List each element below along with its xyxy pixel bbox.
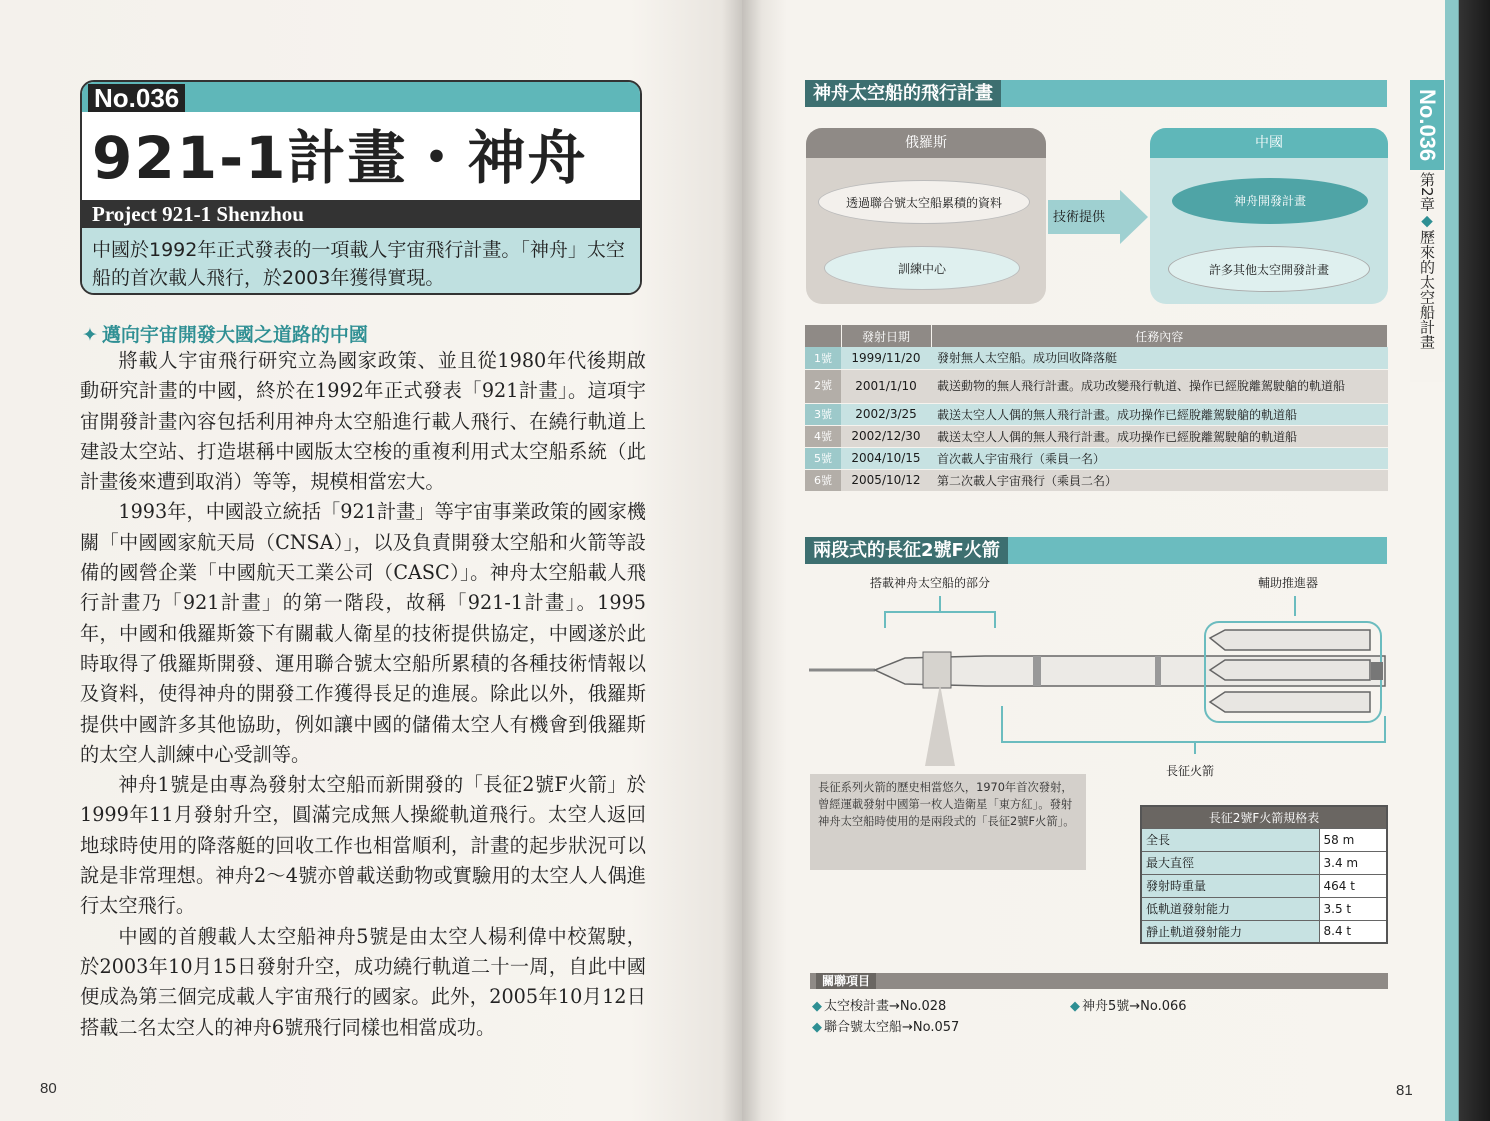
- table-row: [1141, 828, 1387, 851]
- china-label: 中國: [1150, 128, 1388, 158]
- section-header-rocket: 兩段式的長征2號F火箭: [805, 537, 1387, 564]
- russia-item-data: 透過聯合號太空船累積的資料: [818, 180, 1030, 224]
- spec-table-title: 長征2號F火箭規格表: [1141, 806, 1387, 828]
- paragraph: 1993年，中國設立統括「921計畫」等宇宙事業政策的國家機關「中國國家航天局（CNSA）」，以及負責開發太空船和火箭等設備的國營企業「中國航天工業公司（CASC）」。神舟太空船載人飛行計畫乃「921計畫」的第一階段，故稱「921-1計畫」。1995年，中國和俄羅斯簽下有關載人衛星的技術提供協定，中國遂於此時取得了俄羅斯開發、運用聯合號太空船所累積的各種技術情報以及資料，使得神舟的開發工作獲得長足的進展。除此以外，俄羅斯提供中國許多其他協助，例如讓中國的儲備太空人有機會到俄羅斯的太空人訓練中心受訓等。: [80, 500, 646, 766]
- rocket-label: 長征火箭: [1166, 764, 1215, 778]
- english-title: Project 921-1 Shenzhou: [82, 200, 640, 228]
- cell-mission: 載送太空人人偶的無人飛行計畫。成功操作已經脫離駕駛艙的軌道船: [931, 425, 1388, 447]
- spec-key: 發射時重量: [1141, 874, 1319, 897]
- summary-text: 中國於1992年正式發表的一項載人宇宙飛行計畫。「神舟」太空船的首次載人飛行，於2003年獲得實現。: [82, 228, 640, 295]
- rocket-note: 長征系列火箭的歷史相當悠久，1970年首次發射，曾經運載發射中國第一枚人造衛星「東方紅」。發射神舟太空船時使用的是兩段式的「長征2號F火箭」。: [810, 774, 1086, 870]
- table-row: [1141, 897, 1387, 920]
- left-page: [0, 0, 742, 1121]
- cell-mission: 載送動物的無人飛行計畫。成功改變飛行軌道、操作已經脫離駕駛艙的軌道船: [931, 369, 1388, 403]
- russia-label: 俄羅斯: [806, 128, 1046, 158]
- cell-no: 5號: [805, 447, 841, 469]
- cell-mission: 首次載人宇宙飛行（乘員一名）: [931, 447, 1388, 469]
- table-row: [1141, 874, 1387, 897]
- spine-shadow: [722, 0, 762, 1121]
- china-item-shenzhou: 神舟開發計畫: [1172, 178, 1368, 224]
- spec-value: 58 m: [1319, 828, 1387, 851]
- cell-date: 1999/11/20: [841, 347, 931, 369]
- body-text: [80, 346, 646, 1043]
- boosters-label: 輔助推進器: [1258, 576, 1319, 590]
- spec-header-row: [1141, 806, 1387, 828]
- table-row: [805, 425, 1388, 447]
- related-items-bar: [810, 973, 1388, 989]
- cell-mission: 發射無人太空船。成功回收降落艇: [931, 347, 1388, 369]
- entry-number-label: No.036: [88, 84, 185, 112]
- table-row: [805, 369, 1388, 403]
- rocket-diagram: [805, 566, 1390, 786]
- diamond-bullet-icon: ◆: [812, 1020, 822, 1035]
- spec-table: [1140, 805, 1388, 944]
- spec-key: 低軌道發射能力: [1141, 897, 1319, 920]
- flight-table: [805, 325, 1388, 492]
- table-row: [805, 403, 1388, 425]
- diamond-bullet-icon: ✦: [82, 324, 98, 346]
- cell-no: 3號: [805, 403, 841, 425]
- payload-label: 搭載神舟太空船的部分: [870, 576, 991, 590]
- cell-no: 6號: [805, 469, 841, 491]
- spec-value: 3.4 m: [1319, 851, 1387, 874]
- paragraph: 神舟1號是由專為發射太空船而新開發的「長征2號F火箭」於1999年11月發射升空，圓滿完成無人操縱軌道飛行。太空人返回地球時使用的降落艇的回收工作也相當順利，計畫的起步狀況可以說是非常理想。神舟2～4號亦曾載送動物或實驗用的太空人人偶進行太空飛行。: [80, 773, 646, 918]
- cell-date: 2004/10/15: [841, 447, 931, 469]
- spec-value: 3.5 t: [1319, 897, 1387, 920]
- spec-value: 8.4 t: [1319, 920, 1387, 943]
- china-panel: [1150, 128, 1388, 304]
- table-row: [1141, 920, 1387, 943]
- book-edge: [1445, 0, 1490, 1121]
- table-row: [805, 347, 1388, 369]
- paragraph: 將載人宇宙飛行研究立為國家政策、並且從1980年代後期啟動研究計畫的中國，終於在1992年正式發表「921計畫」。這項宇宙開發計畫內容包括利用神舟太空船進行載人飛行、在繞行軌道上建設太空站、打造堪稱中國版太空梭的重複利用式太空船系統（此計畫後來遭到取消）等等，規模相當宏大。: [80, 349, 646, 494]
- tech-transfer-label: 技術提供: [1053, 210, 1106, 225]
- related-link-shenzhou5[interactable]: ◆ 神舟5號→No.066: [1070, 999, 1187, 1014]
- spec-key: 最大直徑: [1141, 851, 1319, 874]
- cell-date: 2005/10/12: [841, 469, 931, 491]
- diamond-bullet-icon: ◆: [1070, 999, 1080, 1014]
- spec-value: 464 t: [1319, 874, 1387, 897]
- table-header: 任務內容: [931, 325, 1388, 347]
- section-header-flight-plan: 神舟太空船的飛行計畫: [805, 80, 1387, 107]
- cell-date: 2002/3/25: [841, 403, 931, 425]
- side-tab-chapter: 第2章◆歷來的太空船計畫: [1410, 172, 1444, 382]
- cell-mission: 第二次載人宇宙飛行（乘員二名）: [931, 469, 1388, 491]
- russia-item-training: 訓練中心: [824, 246, 1020, 290]
- cell-mission: 載送太空人人偶的無人飛行計畫。成功操作已經脫離駕駛艙的軌道船: [931, 403, 1388, 425]
- diamond-icon: ◆: [1418, 211, 1436, 230]
- related-link-soyuz[interactable]: ◆ 聯合號太空船→No.057: [812, 1020, 960, 1035]
- cell-no: 2號: [805, 369, 841, 403]
- table-row: [805, 469, 1388, 491]
- page-number-right: 81: [1396, 1082, 1413, 1099]
- related-label: 關聯項目: [816, 973, 876, 989]
- side-tab-number: No.036: [1410, 80, 1444, 170]
- cell-date: 2002/12/30: [841, 425, 931, 447]
- page-number-left: 80: [40, 1080, 57, 1097]
- title-box: [80, 80, 642, 295]
- diamond-bullet-icon: ◆: [812, 999, 822, 1014]
- paragraph: 中國的首艘載人太空船神舟5號是由太空人楊利偉中校駕駛，於2003年10月15日發射升空，成功繞行軌道二十一周，自此中國便成為第三個完成載人宇宙飛行的國家。此外，2005年10月12日搭載二名太空人的神舟6號飛行同樣也相當成功。: [80, 924, 646, 1039]
- table-header: 發射日期: [841, 325, 931, 347]
- table-header-row: [805, 325, 1388, 347]
- related-link-shuttle[interactable]: ◆ 太空梭計畫→No.028: [812, 999, 947, 1014]
- table-row: [1141, 851, 1387, 874]
- russia-panel: [806, 128, 1046, 304]
- table-row: [805, 447, 1388, 469]
- cell-no: 4號: [805, 425, 841, 447]
- table-header: [805, 325, 841, 347]
- page-title: 921-1計畫・神舟: [92, 124, 588, 192]
- spec-key: 全長: [1141, 828, 1319, 851]
- china-item-others: 許多其他太空開發計畫: [1168, 246, 1370, 292]
- section-heading: ✦ 邁向宇宙開發大國之道路的中國: [82, 324, 368, 346]
- cell-no: 1號: [805, 347, 841, 369]
- cell-date: 2001/1/10: [841, 369, 931, 403]
- spec-key: 靜止軌道發射能力: [1141, 920, 1319, 943]
